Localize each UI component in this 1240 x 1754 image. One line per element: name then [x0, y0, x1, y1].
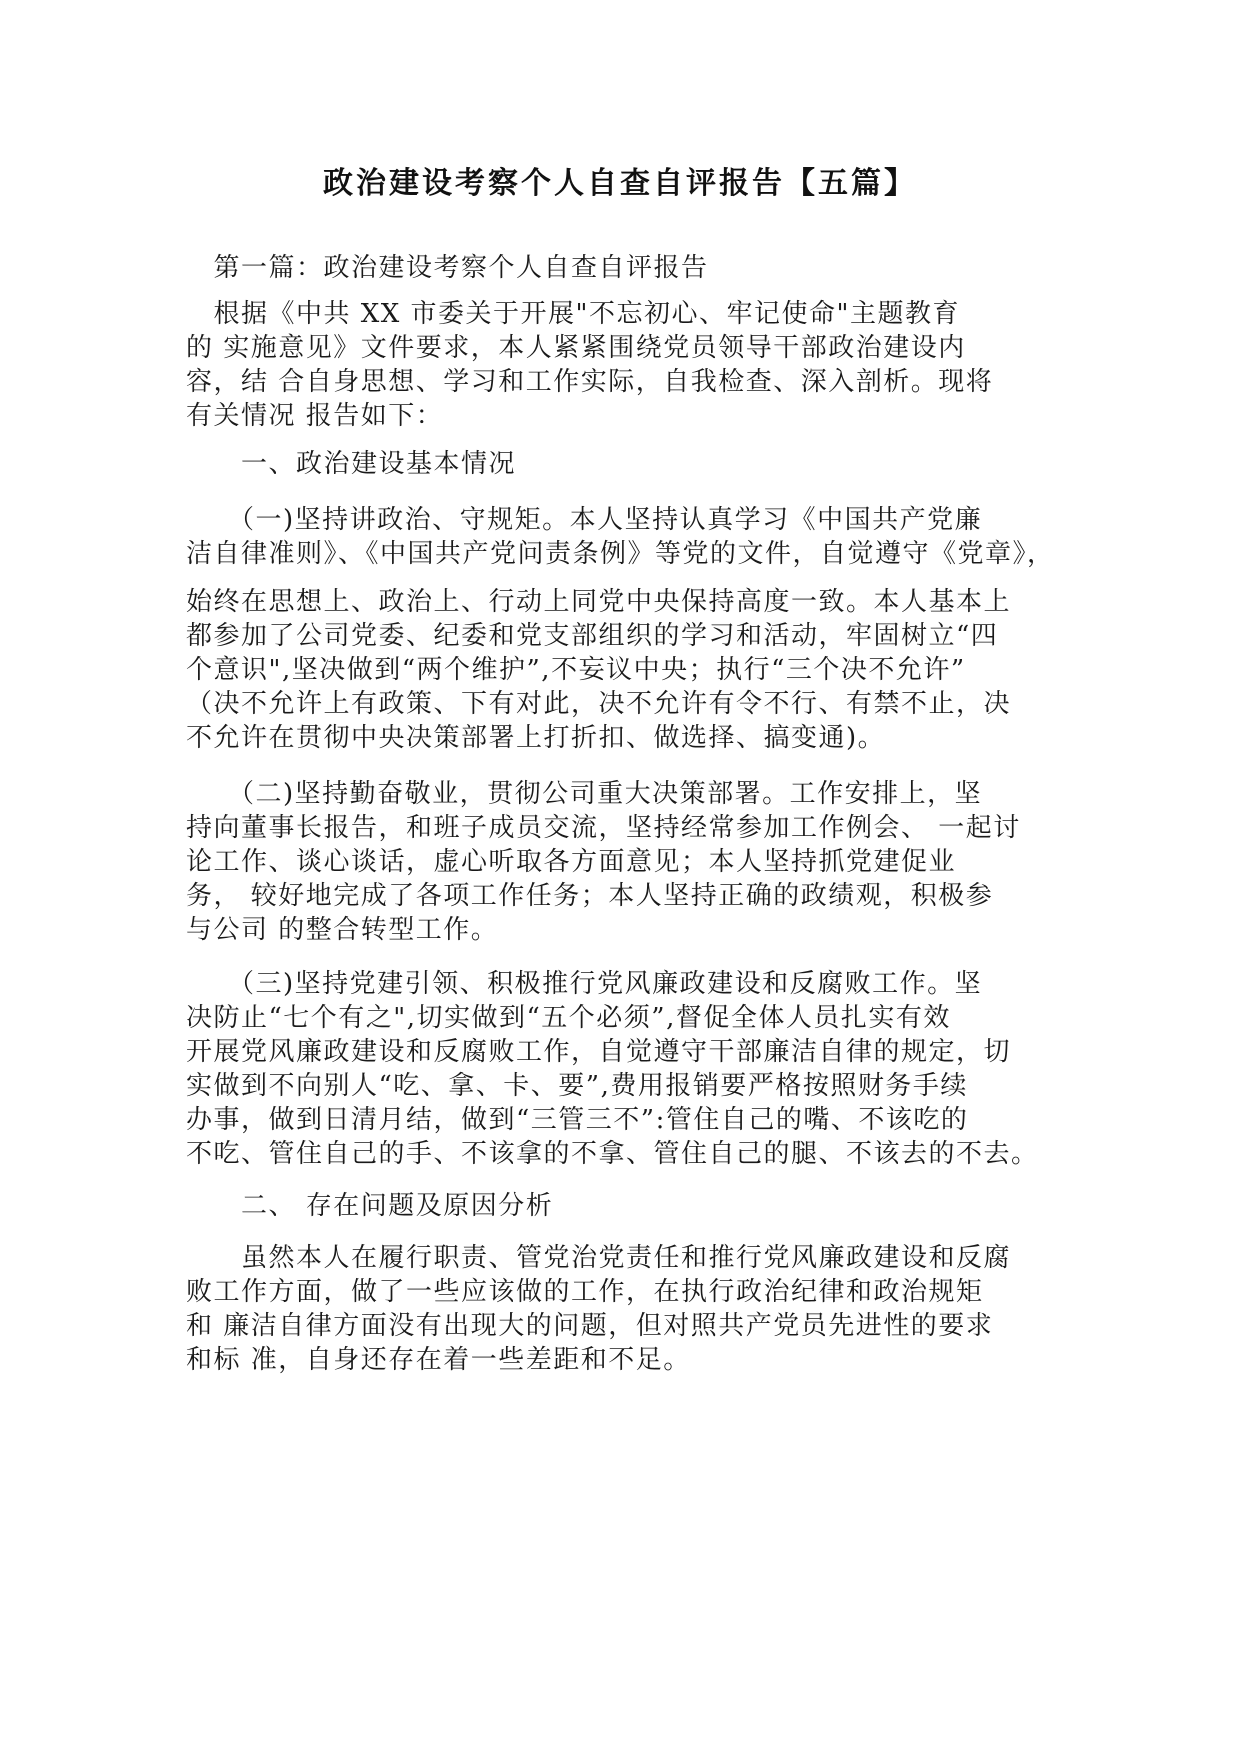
paragraph-line: （三)坚持党建引领、积极推行党风廉政建设和反腐败工作。坚 — [186, 969, 983, 999]
paragraph-line: 务， 较好地完成了各项工作任务；本人坚持正确的政绩观，积极参 — [186, 881, 994, 911]
paragraph-line: 败工作方面，做了一些应该做的工作，在执行政治纪律和政治规矩 — [186, 1277, 984, 1307]
paragraph-line: 虽然本人在履行职责、管党治党责任和推行党风廉政建设和反腐 — [186, 1243, 1012, 1273]
paragraph-line: 都参加了公司党委、纪委和党支部组织的学习和活动，牢固树立“四 — [186, 621, 999, 651]
paragraph-line: 和 廉洁自律方面没有出现大的问题，但对照共产党员先进性的要求 — [186, 1311, 994, 1341]
paragraph-line: （二)坚持勤奋敬业，贯彻公司重大决策部署。工作安排上，坚 — [186, 779, 983, 809]
paragraph-line: 办事，做到日清月结，做到“三管三不”:管住自己的嘴、不该吃的 — [186, 1105, 969, 1135]
paragraph-line: 与公司 的整合转型工作。 — [186, 915, 499, 945]
paragraph-line: 决防止“七个有之",切实做到“五个必须”,督促全体人员扎实有效 — [186, 1003, 951, 1033]
paragraph-line: 和标 准，自身还存在着一些差距和不足。 — [186, 1345, 691, 1375]
paragraph-line: 个意识",坚决做到“两个维护”,不妄议中央；执行“三个决不允许” — [186, 655, 966, 685]
paragraph-line: 不吃、管住自己的手、不该拿的不拿、管住自己的腿、不该去的不去。 — [186, 1139, 1039, 1169]
section-heading: 第一篇：政治建设考察个人自查自评报告 — [186, 253, 709, 283]
paragraph-line: 不允许在贯彻中央决策部署上打折扣、做选择、搞变通)。 — [186, 723, 886, 753]
section-heading: 二、 存在问题及原因分析 — [186, 1191, 554, 1221]
paragraph-line: 有关情况 报告如下： — [186, 401, 444, 431]
paragraph-line: 的 实施意见》文件要求，本人紧紧围绕党员领导干部政治建设内 — [186, 333, 966, 363]
paragraph-line: 论工作、谈心谈话，虚心听取各方面意见；本人坚持抓党建促业 — [186, 847, 957, 877]
paragraph-line: 实做到不向别人“吃、拿、卡、要”,费用报销要严格按照财务手续 — [186, 1071, 968, 1101]
section-heading: 一、政治建设基本情况 — [186, 449, 517, 479]
paragraph-line: （决不允许上有政策、下有对此，决不允许有令不行、有禁不止，决 — [186, 689, 1012, 719]
paragraph-line: 始终在思想上、政治上、行动上同党中央保持高度一致。本人基本上 — [186, 587, 1012, 617]
paragraph-line: 持向董事长报告，和班子成员交流，坚持经常参加工作例会、 一起讨 — [186, 813, 1021, 843]
paragraph-line: 开展党风廉政建设和反腐败工作，自觉遵守干部廉洁自律的规定，切 — [186, 1037, 1012, 1067]
paragraph-line: （一)坚持讲政治、守规矩。本人坚持认真学习《中国共产党廉 — [186, 505, 983, 535]
paragraph-line: 根据《中共 XX 市委关于开展"不忘初心、牢记使命"主题教育 — [186, 299, 960, 329]
paragraph-line: 容，结 合自身思想、学习和工作实际，自我检查、深入剖析。现将 — [186, 367, 994, 397]
document-title: 政治建设考察个人自查自评报告【五篇】 — [323, 166, 917, 201]
paragraph-line: 洁自律准则》、《中国共产党问责条例》等党的文件，自觉遵守《党章》， — [186, 539, 1055, 569]
